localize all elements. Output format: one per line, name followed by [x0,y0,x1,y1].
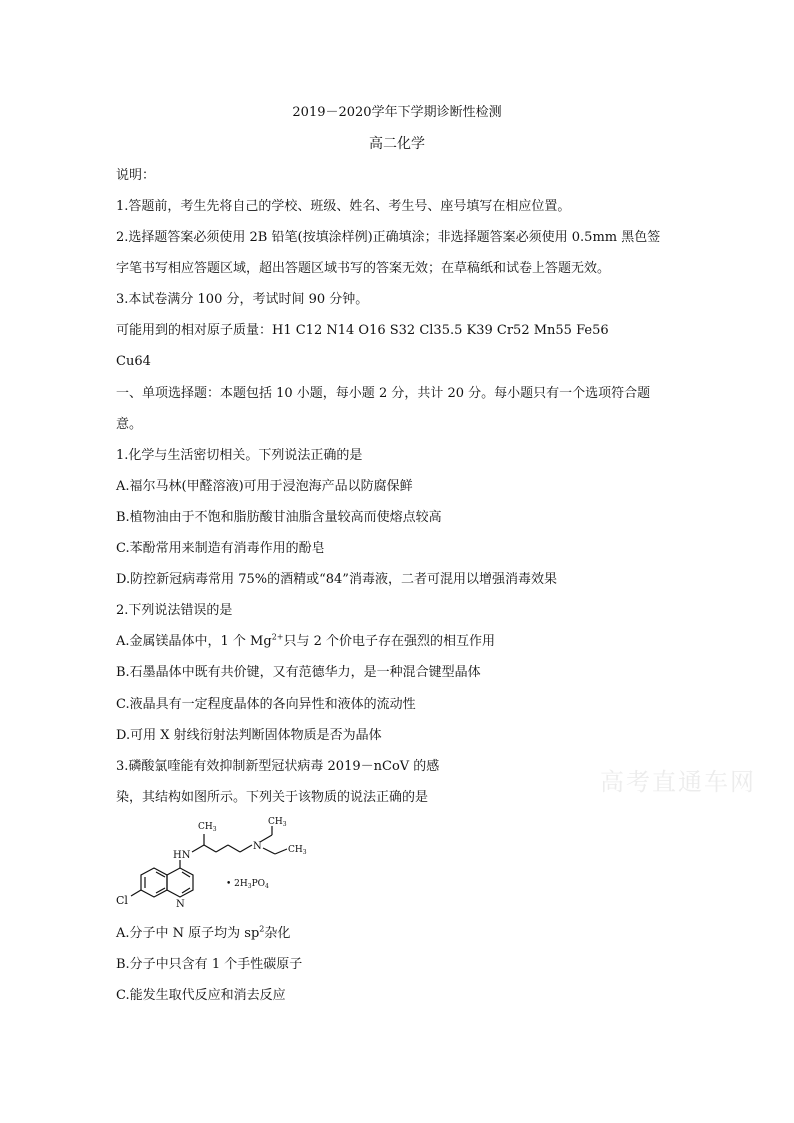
hybridization-superscript: 2 [259,924,265,934]
question-1-option-c: C.苯酚常用来制造有消毒作用的酚皂 [116,541,325,556]
question-3-stem-line-1: 3.磷酸氯喹能有效抑制新型冠状病毒 2019－nCoV 的感 [116,759,440,774]
instruction-item-2-line-1: 2.选择题答案必须使用 2B 铅笔(按填涂样例)正确填涂；非选择题答案必须使用 0.5mm 黑色签 [116,230,661,245]
exam-subject: 高二化学 [369,136,425,152]
atomic-mass-line-2: Cu64 [116,354,151,369]
question-2-option-c: C.液晶具有一定程度晶体的各向异性和液体的流动性 [116,697,416,712]
exam-title: 2019－2020学年下学期诊断性检测 [292,105,502,120]
atomic-mass-line-1: 可能用到的相对原子质量：H1 C12 N14 O16 S32 Cl35.5 K39 Cr52 Mn55 Fe56 [116,323,609,338]
ring-nitrogen-label: N [176,899,185,910]
instruction-item-3: 3.本试卷满分 100 分，考试时间 90 分钟。 [116,292,369,307]
charge-superscript: 2+ [271,632,284,642]
question-1-option-d: D.防控新冠病毒常用 75%的酒精或“84”消毒液，二者可混用以增强消毒效果 [116,572,557,587]
chloroquine-phosphate-structure [110,814,340,914]
instructions-label: 说明： [116,168,156,183]
chlorine-label: Cl [116,894,128,907]
methyl-label: $CH_3$ [198,822,217,833]
ethyl-methyl-label-top: $CH_3$ [268,817,287,828]
instruction-item-2-line-2: 字笔书写相应答题区域，超出答题区域书写的答案无效；在草稿纸和试卷上答题无效。 [116,261,611,276]
phosphate-salt-label: • $2H_3PO_4$ [226,879,269,890]
amine-nh-label: HN [173,850,191,861]
tertiary-amine-label: N [253,841,262,852]
question-3-option-a [116,926,290,942]
question-2-stem: 2.下列说法错误的是 [116,603,233,618]
option-a-text-start: A.金属镁晶体中，1 个 Mg [116,634,272,649]
question-3-option-c: C.能发生取代反应和消去反应 [116,988,286,1003]
question-1-option-b: B.植物油由于不饱和脂肪酸甘油脂含量较高而使熔点较高 [116,510,442,525]
section-heading-line-1: 一、单项选择题：本题包括 10 小题，每小题 2 分，共计 20 分。每小题只有一个选项符合题 [116,386,651,401]
question-1-stem: 1.化学与生活密切相关。下列说法正确的是 [116,448,363,463]
question-3-stem-line-2: 染，其结构如图所示。下列关于该物质的说法正确的是 [116,790,429,805]
watermark: 高考直通车网 [600,768,756,796]
ethyl-methyl-label-right: $CH_3$ [288,845,307,856]
option-a-text-start: A.分子中 N 原子均为 sp [116,926,260,941]
option-a-text-end: 杂化 [264,926,291,941]
option-a-text-end: 只与 2 个价电子存在强烈的相互作用 [283,634,496,649]
question-2-option-d: D.可用 X 射线衍射法判断固体物质是否为晶体 [116,728,382,743]
question-3-option-b: B.分子中只含有 1 个手性碳原子 [116,957,303,972]
question-1-option-a: A.福尔马林(甲醛溶液)可用于浸泡海产品以防腐保鲜 [116,479,413,494]
question-2-option-a [116,634,495,650]
question-2-option-b: B.石墨晶体中既有共价键，又有范德华力，是一种混合键型晶体 [116,665,481,680]
section-heading-line-2: 意。 [116,417,143,432]
instruction-item-1: 1.答题前，考生先将自己的学校、班级、姓名、考生号、座号填写在相应位置。 [116,199,571,214]
